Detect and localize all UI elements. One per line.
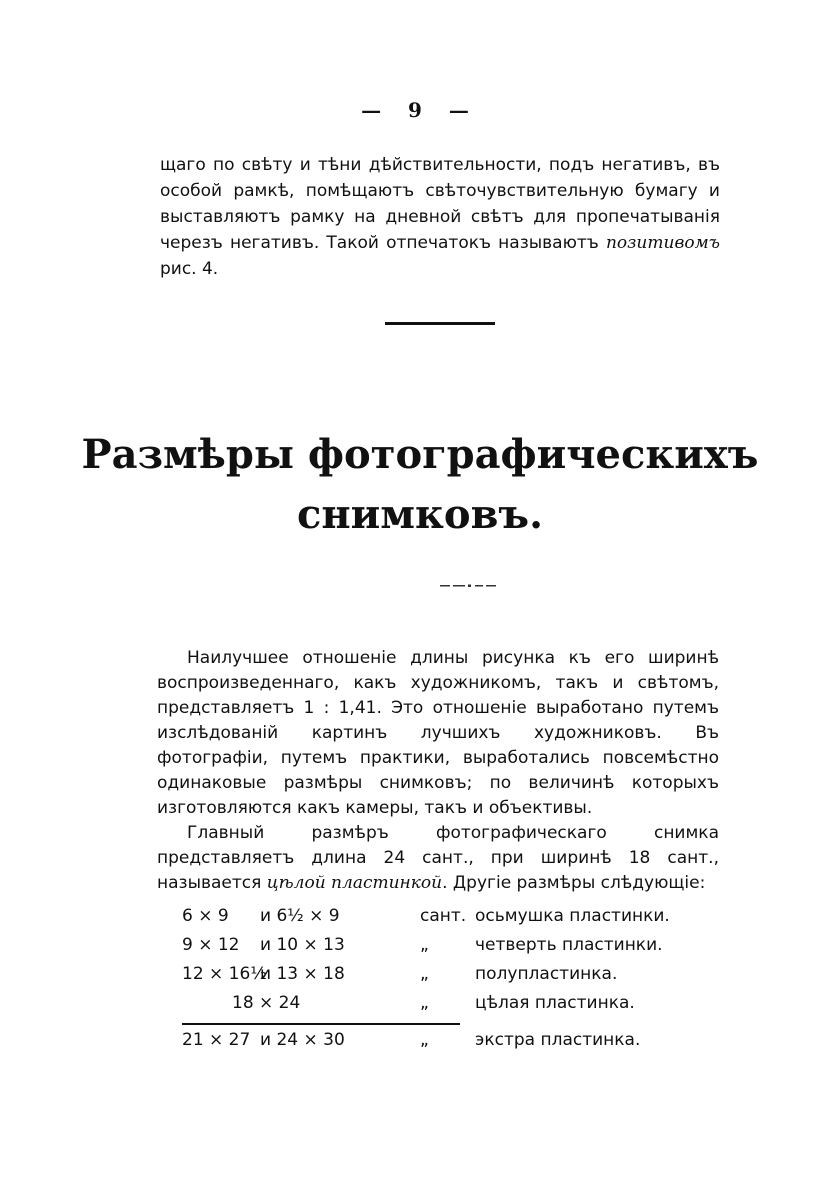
continuation-text-end: рис. 4.: [160, 259, 219, 279]
size-name: экстра пластинка.: [475, 1030, 641, 1050]
size-alternate: и 24 × 30: [260, 1030, 345, 1050]
size-primary: 12 × 16½: [182, 964, 267, 984]
paragraph-2-italic-term: цѣлой пластинкой: [266, 873, 443, 893]
page-number: — 9 —: [361, 98, 479, 122]
size-unit: сант.: [420, 906, 467, 926]
section-divider-rule: [385, 322, 495, 325]
paragraph-1: Наилучшее отношеніе длины рисунка къ его ширинѣ воспроизведеннаго, какъ художникомъ, такъ и свѣтомъ, представляетъ 1 : 1,41. Это отношеніе выработано путемъ изслѣдованій картинъ лучшихъ художниковъ. Въ фотографіи, путемъ практики, выработались повсемѣстно одинаковые размѣры снимковъ; по величинѣ которыхъ изготовляются какъ камеры, такъ и объективы.: [157, 648, 719, 818]
table-row: [170, 1030, 730, 1059]
size-unit: „: [420, 935, 429, 955]
size-name: полупластинка.: [475, 964, 618, 984]
paragraph-2-text: Главный размѣръ фотографическаго снимка представляетъ длина 24 сант., при ширинѣ 18 сант., называется: [157, 823, 719, 893]
size-name: цѣлая пластинка.: [475, 993, 635, 1013]
continuation-paragraph: [160, 152, 720, 282]
sizes-table: [170, 906, 730, 1059]
paragraph-2: [157, 821, 719, 896]
size-alternate: 18 × 24: [232, 993, 301, 1013]
table-rule: [182, 1023, 460, 1025]
size-name: осьмушка пластинки.: [475, 906, 670, 926]
heading-line-1: Размѣры фотографическихъ: [81, 431, 759, 478]
table-row: [170, 993, 730, 1022]
size-primary: 6 × 9: [182, 906, 229, 926]
continuation-text: щаго по свѣту и тѣни дѣйствительности, подъ негативъ, въ особой рамкѣ, помѣщаютъ свѣточувствительную бумагу и выставляютъ рамку на дневной свѣтъ для пропечатыванія черезъ негативъ. Такой отпечатокъ называютъ: [160, 155, 720, 253]
continuation-italic-term: позитивомъ: [605, 233, 720, 253]
size-alternate: и 10 × 13: [260, 935, 345, 955]
heading-line-2: снимковъ.: [296, 491, 543, 538]
body-text: [157, 646, 719, 896]
ornament-divider: [440, 583, 496, 589]
paragraph-2-text-end: . Другіе размѣры слѣдующіе:: [442, 873, 706, 893]
table-row: [170, 964, 730, 993]
size-unit: „: [420, 1030, 429, 1050]
size-unit: „: [420, 993, 429, 1013]
size-alternate: и 13 × 18: [260, 964, 345, 984]
size-primary: 9 × 12: [182, 935, 240, 955]
size-unit: „: [420, 964, 429, 984]
size-name: четверть пластинки.: [475, 935, 663, 955]
size-alternate: и 6½ × 9: [260, 906, 340, 926]
section-heading: [0, 425, 840, 545]
table-row: [170, 906, 730, 935]
size-primary: 21 × 27: [182, 1030, 251, 1050]
table-row: [170, 935, 730, 964]
